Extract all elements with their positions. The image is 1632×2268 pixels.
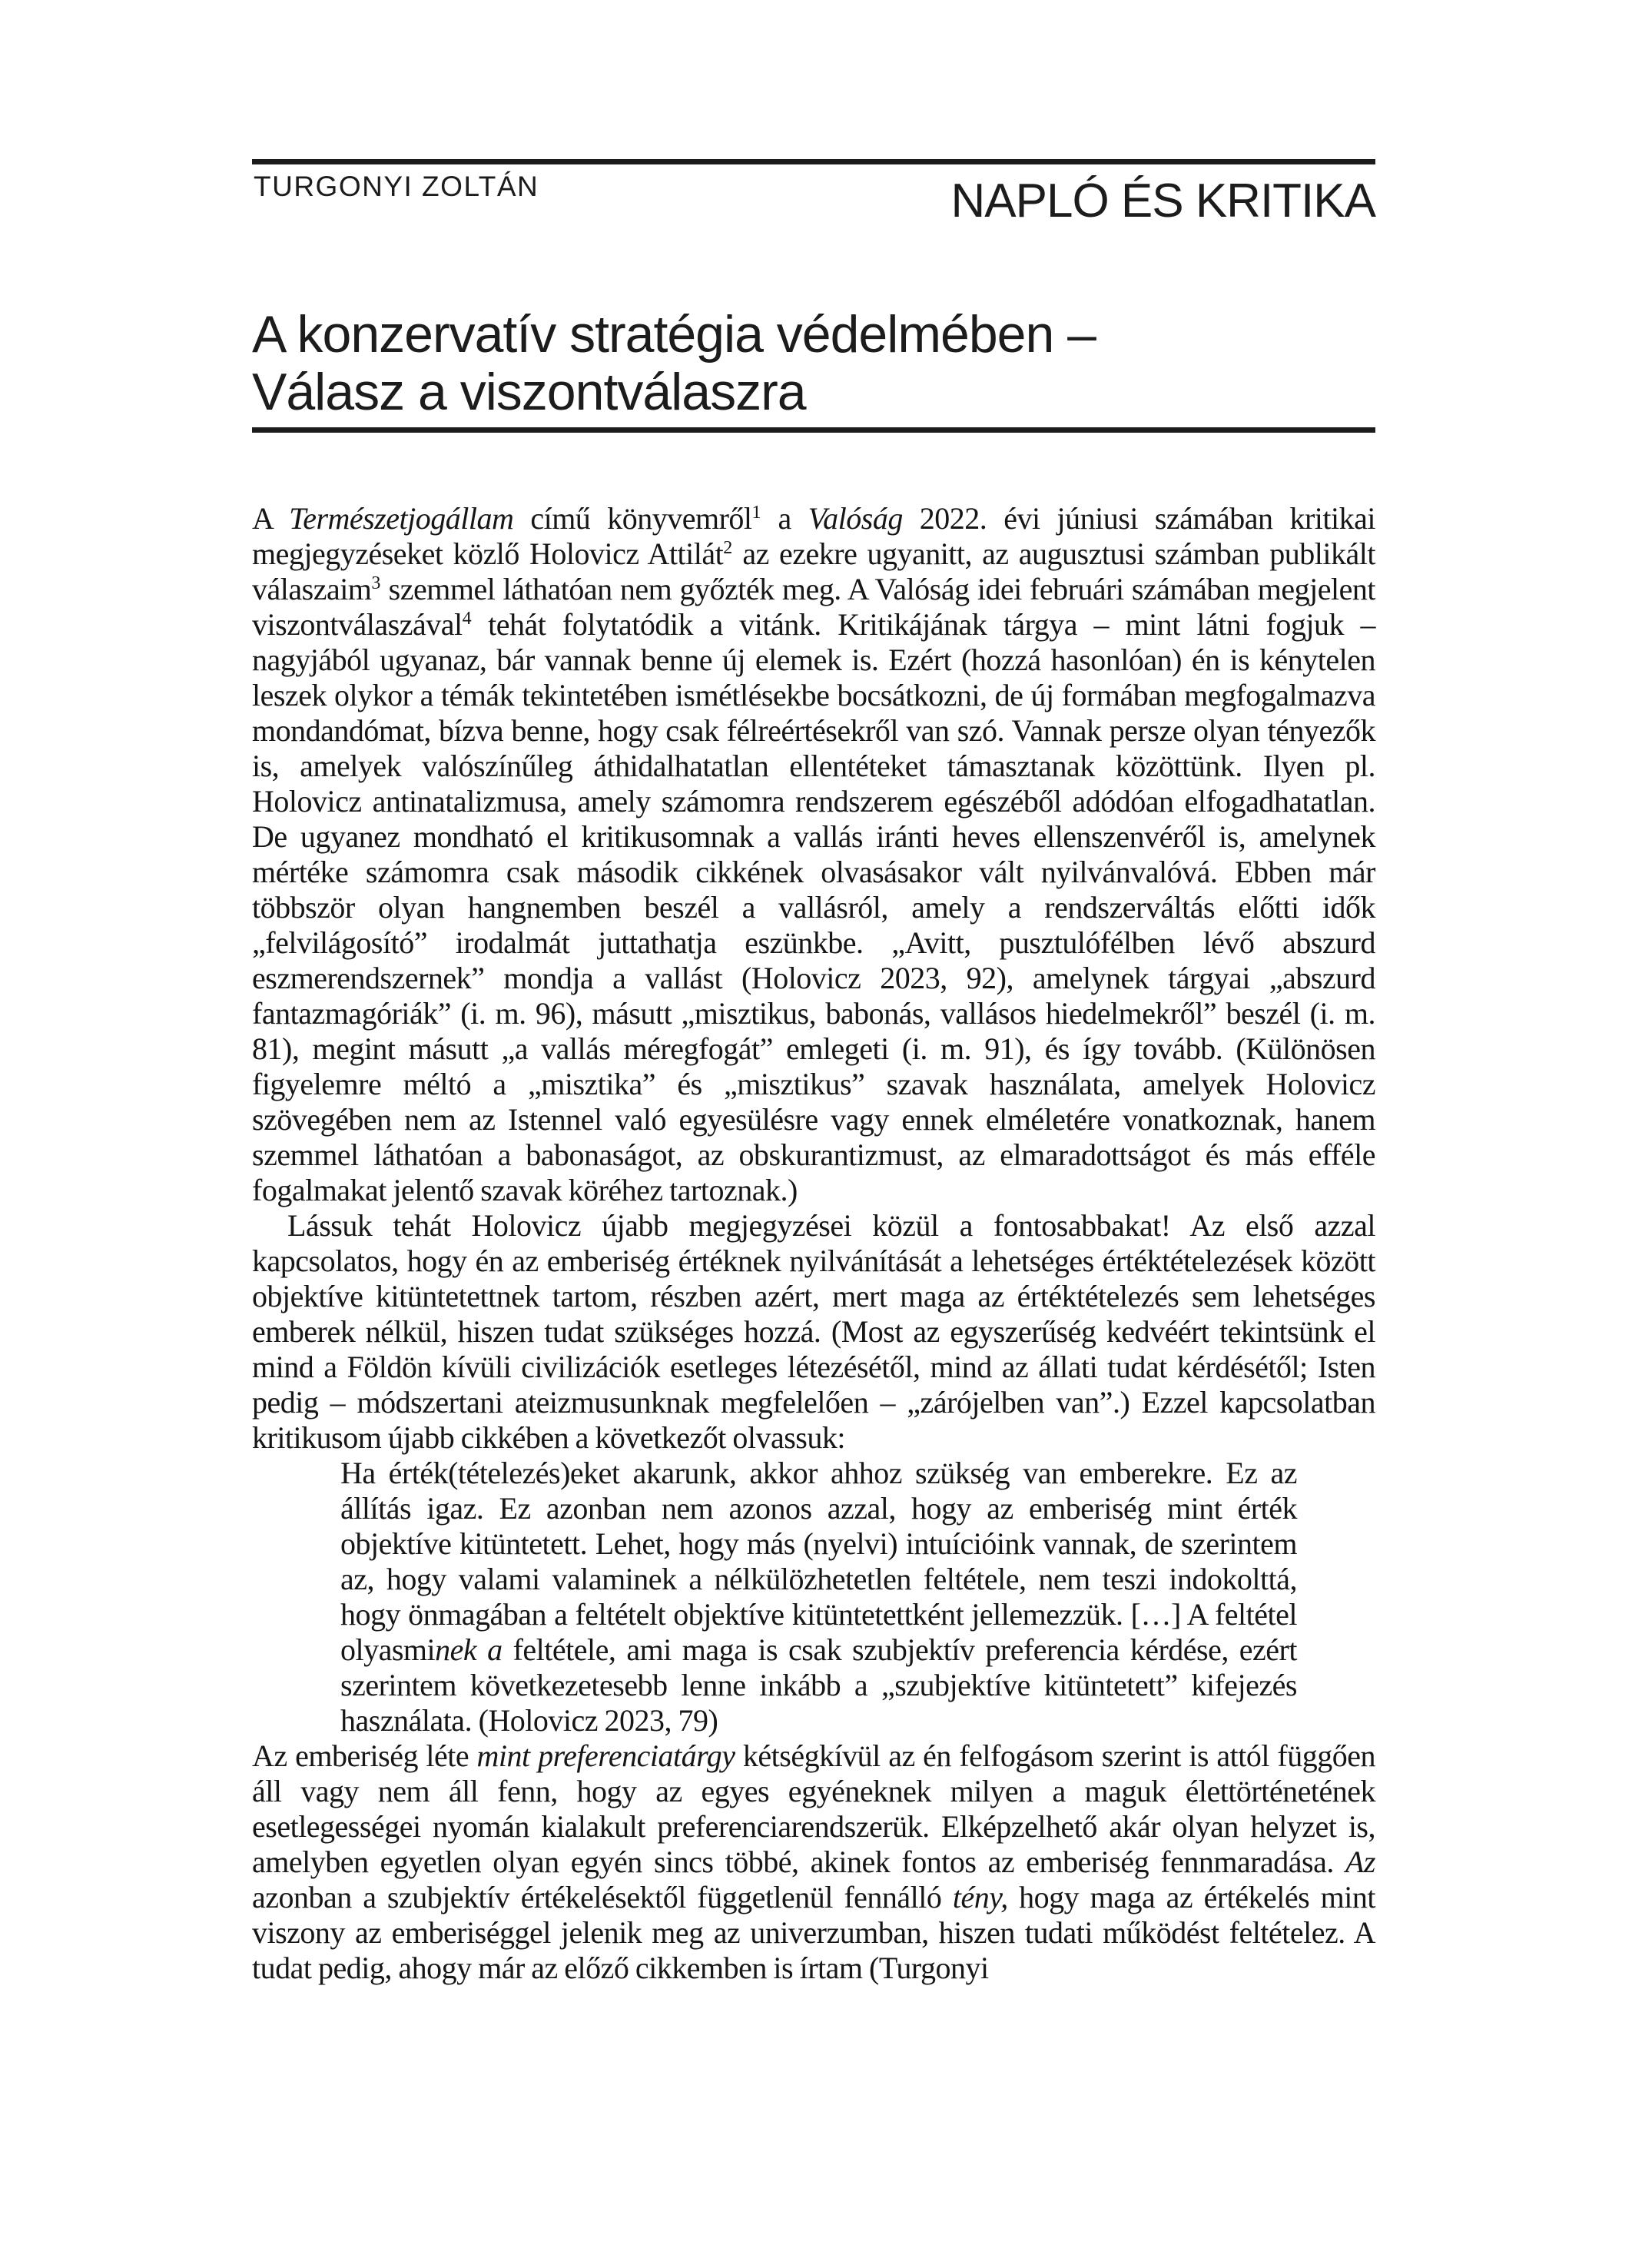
italic-text: Az xyxy=(1345,1845,1375,1879)
text-run: tehát folytatódik a vitánk. Kritikájának tárgya – mint látni fogjuk – nagyjából ugyanaz, bár vannak benne új elemek is. Ezért (hozzá hasonlóan) én is kénytelen leszek olykor a témák tekintetében ismétlésekbe bocsátkozni, de új formában megfogalmazva mondandómat, bízva benne, hogy csak félreértésekről van szó. Vannak persze olyan tényezők is, amelyek valószínűleg áthidalhatatlan ellentéteket támasztanak közöttünk. Ilyen pl. Holovicz antinatalizmusa, amely számomra rendszerem egészéből adódóan elfogadhatatlan. De ugyanez mondható el kritikusomnak a vallás iránti heves ellenszenvéről is, amelynek mértéke számomra csak második cikkének olvasásakor vált nyilvánvalóvá. Ebben már többször olyan hangnemben beszél a vallásról, amely a rendszerváltás előtti idők „felvilágosító” irodalmát juttathatja eszünkbe. „Avitt, pusztulófélben lévő abszurd eszmerendszernek” mondja a vallást (Holovicz 2023, 92), amelynek tárgyai „abszurd fantazmagóriák” (i. m. 96), másutt „misztikus, babonás, vallásos hiedelmekről” beszél (i. m. 81), megint másutt „a vallás méregfogát” emlegeti (i. m. 91), és így tovább. (Különösen figyelemre méltó a „misztika” és „misztikus” szavak használata, amelyek Holovicz szövegében nem az Istennel való egyesülésre vagy ennek elméletére vonatkoznak, hanem szemmel láthatóan a babonaságot, az obskurantizmust, az elmaradottságot és más efféle fogalmakat jelentő szavak köréhez tartoznak.) xyxy=(252,607,1375,1207)
article-body xyxy=(252,501,1375,1986)
body-paragraph xyxy=(252,501,1375,1208)
text-run: a xyxy=(761,501,808,536)
article-title-line-1: A konzervatív stratégia védelmében – xyxy=(252,305,1096,364)
text-run: azonban a szubjektív értékelésektől függetlenül fennálló xyxy=(252,1880,953,1914)
text-run: Ha érték(tételezés)eket akarunk, akkor ahhoz szükség van emberekre. Ez az állítás igaz. Ez azonban nem azonos azzal, hogy az emberiség mint érték objektíve kitüntetett. Lehet, hogy más (nyelvi) intuícióink vannak, de szerintem az, hogy valami valaminek a nélkülözhetetlen feltétele, nem teszi indokolttá, hogy önmagában a feltételt objektíve kitüntetettként jellemezzük. […] A feltétel olyasmi xyxy=(340,1456,1297,1667)
text-run: hogy maga az értékelés mint viszony az emberiséggel jelenik meg az univerzumban, hiszen tudati működést feltételez. A tudat pedig, ahogy már az előző cikkemben is írtam (Turgonyi xyxy=(252,1880,1375,1985)
article-title-line-2: Válasz a viszontválaszra xyxy=(252,363,806,421)
title-bottom-rule xyxy=(252,427,1375,433)
footnote-marker: 3 xyxy=(371,573,381,593)
body-paragraph xyxy=(252,1738,1375,1986)
text-run: az ezekre ugyanitt, az augusztusi számban publikált válaszaim xyxy=(252,536,1376,606)
text-run: szemmel láthatóan nem győzték meg. A Valóság idei februári számában megjelent viszontválaszával xyxy=(252,572,1375,642)
text-run: Az emberiség léte xyxy=(252,1738,477,1773)
italic-text: tény, xyxy=(952,1880,1008,1914)
italic-text: Természetjogállam xyxy=(289,501,514,536)
body-paragraph xyxy=(252,1208,1375,1456)
footnote-marker: 4 xyxy=(462,609,472,629)
text-run: kétségkívül az én felfogásom szerint is attól függően áll vagy nem áll fenn, hogy az egyes egyéneknek milyen a maguk élettörténetének esetlegességei nyomán kialakult preferenciarendszerük. Elképzelhető akár olyan helyzet is, amelyben egyetlen olyan egyén sincs többé, akinek fontos az emberiség fennmaradása. xyxy=(252,1738,1375,1879)
text-run: 2022. évi júniusi számában kritikai megjegyzéseket közlő Holovicz Attilát xyxy=(252,501,1376,571)
footnote-marker: 1 xyxy=(751,503,761,523)
text-run: Lássuk tehát Holovicz újabb megjegyzései közül a fontosabbakat! Az első azzal kapcsolatos, hogy én az emberiség értéknek nyilvánítását a lehetséges értéktételezések között objektíve kitüntetettnek tartom, részben azért, mert maga az értéktételezés sem lehetséges emberek nélkül, hiszen tudat szükséges hozzá. (Most az egyszerűség kedvéért tekintsünk el mind a Földön kívüli civilizációk esetleges létezésétől, mind az állati tudat kérdésétől; Isten pedig – módszertani ateizmusunknak megfelelően – „zárójelben van”.) Ezzel kapcsolatban kritikusom újabb cikkében a következőt olvassuk: xyxy=(252,1208,1375,1455)
header-top-rule xyxy=(252,159,1375,164)
italic-text: Valóság xyxy=(808,501,903,536)
text-run: feltétele, ami maga is csak szubjektív preferencia kérdése, ezért szerintem következetesebb lenne inkább a „szubjektíve kitüntetett” kifejezés használata. (Holovicz 2023, 79) xyxy=(340,1632,1297,1738)
section-header: NAPLÓ ÉS KRITIKA xyxy=(950,174,1375,227)
block-quote xyxy=(252,1456,1375,1738)
text-run: A xyxy=(252,501,290,536)
author-name: TURGONYI ZOLTÁN xyxy=(254,171,539,202)
footnote-marker: 2 xyxy=(723,538,733,558)
italic-text: nek a xyxy=(435,1632,503,1667)
article-title xyxy=(252,306,1096,421)
italic-text: mint preferenciatárgy xyxy=(476,1738,735,1773)
text-run: című könyvemről xyxy=(513,501,752,536)
